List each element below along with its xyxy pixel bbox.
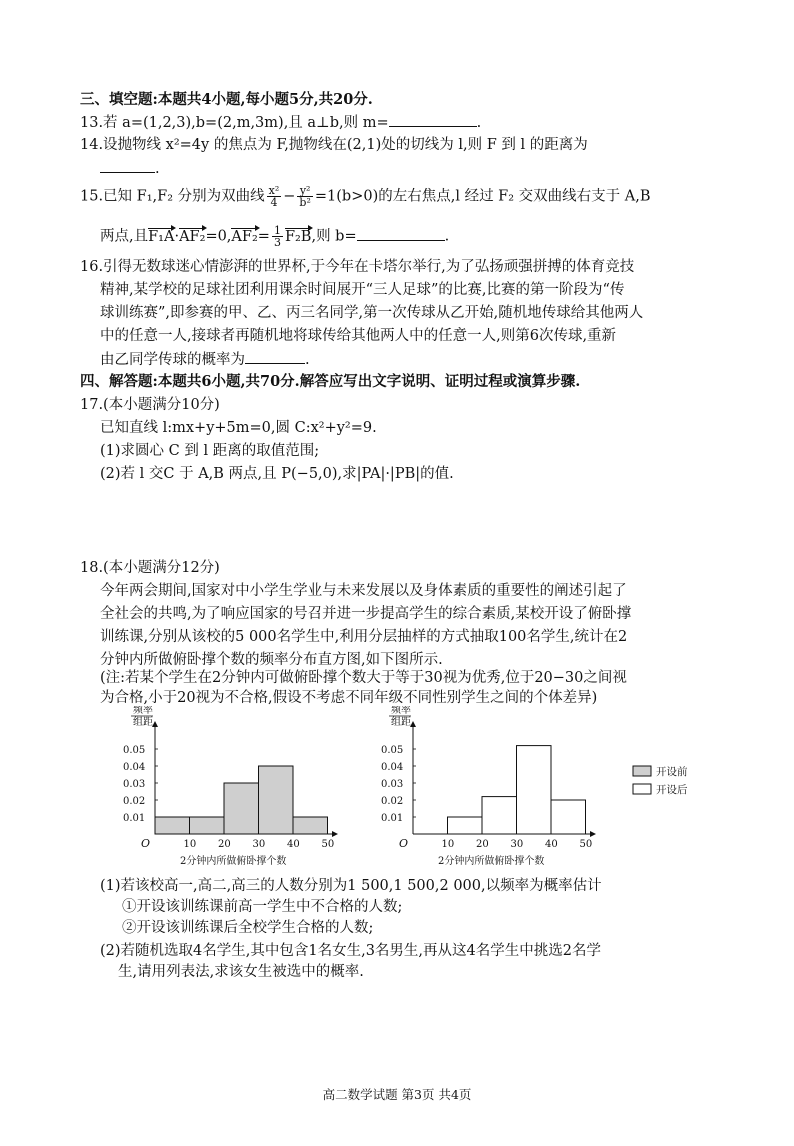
chart2-y-tick-label: 0.01 — [381, 813, 404, 824]
chart2-bar — [517, 746, 552, 834]
chart1-bar — [259, 766, 294, 834]
chart2-bar — [448, 817, 483, 834]
chart1-y-tick-label: 0.01 — [123, 813, 146, 824]
legend-swatch-before — [633, 766, 651, 776]
chart1-y-tick-label: 0.02 — [123, 796, 146, 807]
question-17-part1: (1)求圆心 C 到 l 距离的取值范围; — [100, 443, 320, 459]
legend-label-after: 开设后 — [656, 784, 688, 796]
question-18-sub2-line2: 生,请用列表法,求该女生被选中的概率. — [118, 964, 364, 980]
question-14: 14.设抛物线 x²=4y 的焦点为 F,抛物线在(2,1)处的切线为 l,则 F 到 l 的距离为 — [80, 137, 588, 153]
question-18-sub1: (1)若该校高一,高二,高三的人数分别为1 500,1 500,2 000,以频率为概率估计 — [100, 878, 602, 894]
chart1-bar — [155, 817, 190, 834]
chart1-x-axis-label: 2分钟内所做俯卧撑个数 — [180, 856, 287, 867]
chart2-x-tick-label: 20 — [476, 839, 489, 850]
chart1-y-tick-label: 0.05 — [123, 745, 146, 756]
question-18-sub2-line1: (2)若随机选取4名学生,其中包含1名女生,3名男生,再从这4名学生中挑选2名学 — [100, 943, 601, 959]
question-14-line2: . — [100, 158, 160, 179]
answer-blank-16 — [245, 349, 305, 364]
chart2-x-axis-label: 2分钟内所做俯卧撑个数 — [438, 856, 545, 867]
chart1-x-tick-label: 10 — [183, 839, 197, 850]
chart1-bar — [293, 817, 328, 834]
chart2-y-label-top: 频率 — [391, 706, 411, 716]
question-18-sub1-b: ②开设该训练课后全校学生合格的人数; — [122, 920, 374, 936]
question-13: 13.若 a=(1,2,3),b=(2,m,3m),且 a⊥b,则 m= . — [80, 112, 481, 133]
chart1-bar — [190, 817, 225, 834]
chart1-origin-label: O — [141, 837, 151, 850]
vector-af2: AF₂ — [179, 228, 206, 245]
chart1-y-label-top: 频率 — [133, 706, 153, 716]
question-15: 15.已知 F₁,F₂ 分别为双曲线 $\frac{\text{x²}}{4}$ − $\frac{\text{y²}}{\text{b²}}$ =1(b>0)的左右焦点,l 经过 F₂ 交双曲线右支于 A,B — [80, 184, 651, 209]
fraction-x2-over-4: $\frac{\text{x²}}{4}$ — [268, 184, 280, 209]
page-footer: 高二数学试题 第3页 共4页 — [322, 1087, 472, 1102]
chart2-y-tick-label: 0.05 — [381, 745, 404, 756]
question-16-line5: 由乙同学传球的概率为 . — [100, 349, 310, 370]
question-17-title: 17.(本小题满分10分) — [80, 397, 220, 413]
question-17-line1: 已知直线 l:mx+y+5m=0,圆 C:x²+y²=9. — [100, 420, 377, 436]
question-18-sub1-a: ①开设该训练课前高一学生中不合格的人数; — [122, 899, 403, 915]
histogram-figure — [100, 706, 740, 871]
chart2-x-tick-label: 30 — [510, 839, 524, 850]
chart2-y-tick-label: 0.03 — [381, 779, 404, 790]
answer-blank-14 — [100, 158, 155, 173]
answer-blank-15 — [357, 226, 445, 241]
answer-blank-13 — [389, 112, 477, 127]
question-16-line1: 16.引得无数球迷心情澎湃的世界杯,于今年在卡塔尔举行,为了弘扬顽强拼搏的体育竞技 — [80, 259, 635, 275]
chart1-x-tick-label: 40 — [287, 839, 300, 850]
vector-af2-second: AF₂ — [231, 228, 258, 245]
fraction-one-third: $\frac{1}{3}$ — [273, 224, 281, 249]
chart2-bar — [551, 800, 586, 834]
chart2-bar — [482, 797, 517, 834]
legend-label-before: 开设前 — [656, 766, 688, 778]
chart1-y-tick-label: 0.04 — [123, 762, 146, 773]
vector-f2b: F₂B — [284, 228, 312, 245]
chart2-y-label-bottom: 组距 — [391, 717, 411, 728]
question-18-line2: 全社会的共鸣,为了响应国家的号召并进一步提高学生的综合素质,某校开设了俯卧撑 — [100, 606, 632, 622]
question-18-note1: (注:若某个学生在2分钟内可做俯卧撑个数大于等于30视为优秀,位于20−30之间视 — [100, 670, 627, 686]
chart1-y-tick-label: 0.03 — [123, 779, 146, 790]
question-18-title: 18.(本小题满分12分) — [80, 560, 220, 576]
question-18-line3: 训练课,分别从该校的5 000名学生中,利用分层抽样的方式抽取100名学生,统计在2 — [100, 629, 628, 645]
chart1-bar — [224, 783, 259, 834]
chart2-x-tick-label: 40 — [545, 839, 558, 850]
chart2-x-tick-label: 10 — [441, 839, 455, 850]
question-17-part2: (2)若 l 交C 于 A,B 两点,且 P(−5,0),求|PA|·|PB|的值. — [100, 466, 454, 482]
chart1-x-axis-arrow — [332, 831, 338, 837]
chart2-origin-label: O — [399, 837, 409, 850]
legend-swatch-after — [633, 784, 651, 794]
chart1-x-tick-label: 30 — [252, 839, 266, 850]
section3-heading: 三、填空题:本题共4小题,每小题5分,共20分. — [80, 91, 373, 108]
question-16-line4: 中的任意一人,接球者再随机地将球传给其他两人中的任意一人,则第6次传球,重新 — [100, 328, 617, 344]
chart2-y-tick-label: 0.02 — [381, 796, 404, 807]
question-16-line3: 球训练赛”,即参赛的甲、乙、丙三名同学,第一次传球从乙开始,随机地传球给其他两人 — [100, 305, 644, 321]
question-18-line4: 分钟内所做俯卧撑个数的频率分布直方图,如下图所示. — [100, 652, 443, 668]
question-18-note2: 为合格,小于20视为不合格,假设不考虑不同年级不同性别学生之间的个体差异) — [100, 690, 598, 706]
section4-heading: 四、解答题:本题共6小题,共70分.解答应写出文字说明、证明过程或演算步骤. — [80, 373, 581, 390]
vector-f1a: F₁A — [148, 228, 175, 245]
chart2-x-tick-label: 50 — [579, 839, 593, 850]
question-15-line2: 两点,且F₁A·AF₂=0,AF₂= $\frac{1}{3}$ F₂B,则 b= . — [100, 224, 450, 249]
chart2-x-axis-arrow — [590, 831, 596, 837]
question-18-line1: 今年两会期间,国家对中小学生学业与未来发展以及身体素质的重要性的阐述引起了 — [100, 583, 627, 599]
chart1-x-tick-label: 50 — [321, 839, 335, 850]
chart1-y-label-bottom: 组距 — [133, 717, 153, 728]
fraction-y2-over-b2: $\frac{\text{y²}}{\text{b²}}$ — [299, 184, 311, 209]
question-16-line2: 精神,某学校的足球社团利用课余时间展开“三人足球”的比赛,比赛的第一阶段为“传 — [100, 282, 625, 298]
chart1-x-tick-label: 20 — [218, 839, 231, 850]
chart2-y-tick-label: 0.04 — [381, 762, 404, 773]
